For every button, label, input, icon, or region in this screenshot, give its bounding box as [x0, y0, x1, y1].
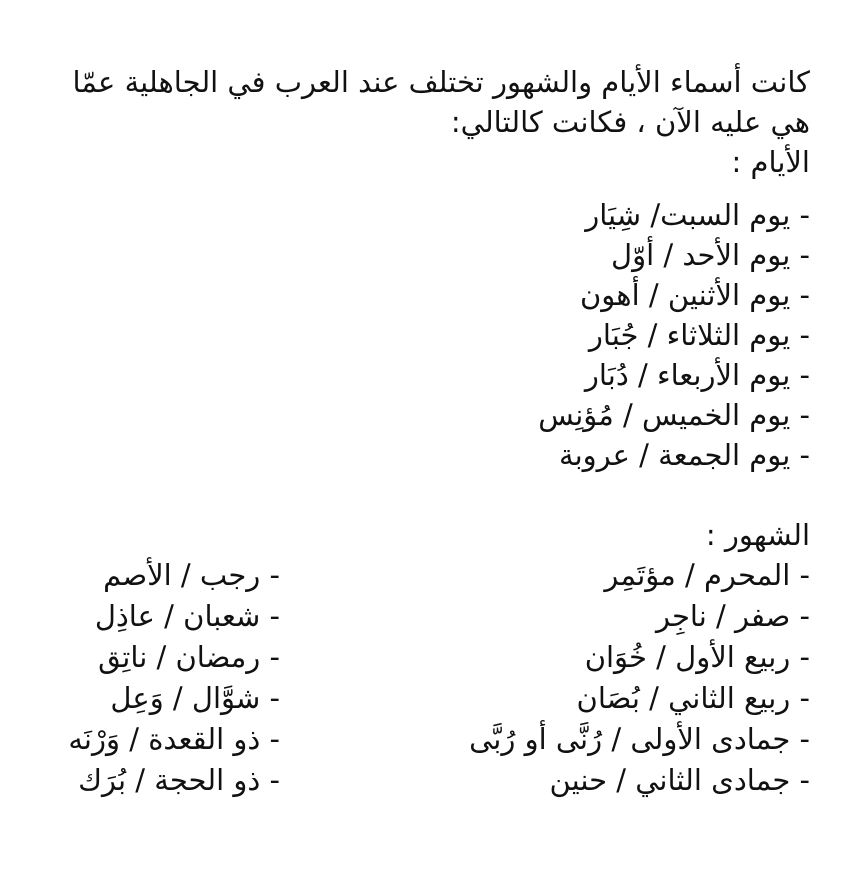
day-item-wednesday: - يوم الأربعاء / دُبَار: [584, 358, 810, 392]
month-item-rajab: - رجب / الأصم: [103, 558, 280, 592]
day-item-friday: - يوم الجمعة / عروبة: [559, 438, 810, 472]
day-item-tuesday: - يوم الثلاثاء / جُبَار: [588, 318, 810, 352]
day-item-thursday: - يوم الخميس / مُؤنِس: [538, 398, 810, 432]
month-item-shawwal: - شوَّال / وَعِل: [110, 681, 280, 715]
months-heading: الشهور :: [705, 518, 810, 552]
intro-line-1: كانت أسماء الأيام والشهور تختلف عند العرب في الجاهلية عمّا: [72, 65, 810, 99]
month-item-safar: - صفر / ناجِر: [655, 599, 810, 633]
month-item-dhu-al-qadah: - ذو القعدة / وَرْنَه: [68, 722, 280, 756]
month-item-rabi-al-thani: - ربيع الثاني / بُصَان: [576, 681, 810, 715]
month-item-jumada-al-ula: - جمادى الأولى / رُنَّى أو رُبَّى: [469, 722, 810, 756]
month-item-dhu-al-hijjah: - ذو الحجة / بُرَك: [78, 763, 280, 797]
days-heading: الأيام :: [731, 145, 810, 179]
month-item-muharram: - المحرم / مؤتَمِر: [604, 558, 810, 592]
intro-line-2: هي عليه الآن ، فكانت كالتالي:: [450, 105, 810, 139]
day-item-saturday: - يوم السبت/ شِيَار: [585, 198, 810, 232]
day-item-monday: - يوم الأثنين / أهون: [580, 278, 810, 312]
month-item-rabi-al-awwal: - ربيع الأول / خُوَان: [584, 640, 810, 674]
month-item-jumada-al-thani: - جمادى الثاني / حنين: [549, 763, 810, 797]
month-item-shaban: - شعبان / عاذِل: [94, 599, 280, 633]
month-item-ramadan: - رمضان / ناتِق: [98, 640, 280, 674]
day-item-sunday: - يوم الأحد / أوّل: [611, 238, 810, 272]
